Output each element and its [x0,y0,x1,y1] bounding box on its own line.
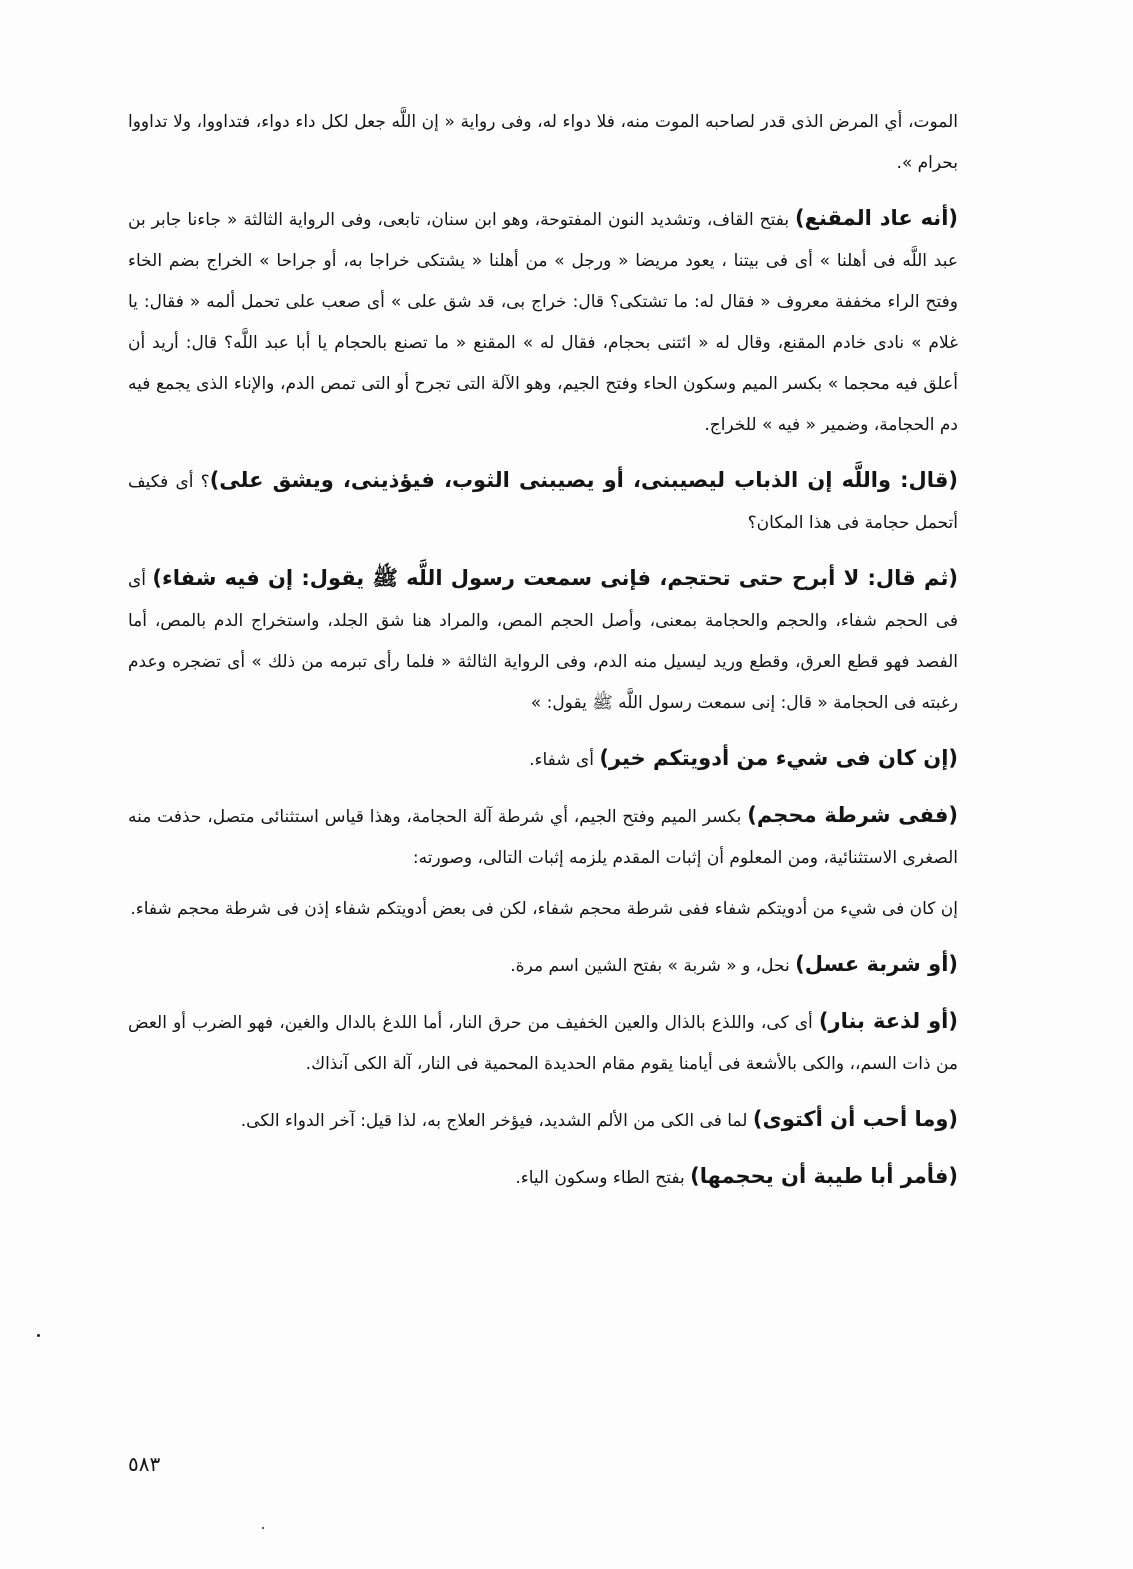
paragraph-10-lead: (وما أحب أن أكتوى) [752,1107,958,1131]
paragraph-1 [128,100,958,184]
scan-speck [37,1334,40,1337]
text-column [128,100,958,1213]
paragraph-7-body: إن كان فى شيء من أدويتكم شفاء ففى شرطة محجم شفاء، لكن فى بعض أدويتكم شفاء إذن فى شرطة محجم شفاء. [130,899,958,919]
page-number: ٥٨٣ [128,1452,161,1476]
paragraph-5-body: أى شفاء. [529,750,600,770]
paragraph-11-body: بفتح الطاء وسكون الياء. [515,1168,691,1188]
paragraph-10 [128,1099,958,1142]
paragraph-11-lead: (فأمر أبا طيبة أن يحجمها) [690,1164,958,1188]
paragraph-11 [128,1156,958,1199]
paragraph-5 [128,738,958,781]
paragraph-6-body: بكسر الميم وفتح الجيم، أي شرطة آلة الحجامة، وهذا قياس استثنائى متصل، حذفت منه الصغرى الاستثنائية، ومن المعلوم أن إثبات المقدم يلزمه إثبات التالى، وصورته: [128,807,958,868]
paragraph-3 [128,460,958,544]
paragraph-10-body: لما فى الكى من الألم الشديد، فيؤخر العلاج به، لذا قيل: آخر الدواء الكى. [240,1111,753,1131]
paragraph-3-lead: (قال: واللَّه إن الذباب ليصيبنى، أو يصيبنى الثوب، فيؤذينى، ويشق على) [209,468,958,492]
paragraph-8 [128,944,958,987]
paragraph-2 [128,198,958,446]
paragraph-9 [128,1001,958,1085]
paragraph-6 [128,795,958,879]
scan-speck [262,1527,264,1529]
paragraph-9-body: أى كى، واللذع بالذال والعين الخفيف من حرق النار، أما اللدغ بالدال والغين، فهو الضرب أو العض من ذات السم،، والكى بالأشعة فى أيامنا يقوم مقام الحديدة المحمية فى النار، آلة الكى آنذاك. [128,1013,958,1074]
paragraph-2-lead: (أنه عاد المقنع) [795,206,958,230]
paragraph-2-body: بفتح القاف، وتشديد النون المفتوحة، وهو ابن سنان، تابعى، وفى الرواية الثالثة « جاءنا جابر بن عبد اللَّه فى أهلنا » أى فى بيتنا ، يعود مريضا « ورجل » من أهلنا « يشتكى خراجا به، أو جراحا » الخراج بضم الخاء وفتح الراء مخففة معروف « فقال له: ما تشتكى؟ قال: خراج بى، قد شق على » أى صعب على تحمل ألمه « فقال: يا غلام » نادى خادم المقنع، وقال له « ائتنى بحجام، فقال له » المقنع « ما تصنع بالحجام يا أبا عبد اللَّه؟ قال: أريد أن أعلق فيه محجما » بكسر الميم وسكون الحاء وفتح الجيم، وهو الآلة التى تجرح أو التى تمص الدم، والإناء الذى يجمع فيه دم الحجامة، وضمير « فيه » للخراج. [128,210,958,435]
paragraph-4-lead: (ثم قال: لا أبرح حتى تحتجم، فإنى سمعت رسول اللَّه ﷺ يقول: إن فيه شفاء) [152,566,958,590]
paragraph-4 [128,558,958,724]
paragraph-7 [128,887,958,930]
paragraph-1-body: الموت، أي المرض الذى قدر لصاحبه الموت منه، فلا دواء له، وفى رواية « إن اللَّه جعل لكل داء دواء، فتداووا، ولا تداووا بحرام ». [128,112,958,173]
paragraph-5-lead: (إن كان فى شيء من أدويتكم خير) [599,746,958,770]
paragraph-4-body: أى فى الحجم شفاء، والحجم والحجامة بمعنى، وأصل الحجم المص، والمراد هنا شق الجلد، واستخراج الدم بالمص، أما الفصد فهو قطع العرق، وقطع وريد ليسيل منه الدم، وفى الرواية الثالثة « فلما رأى تبرمه من ذلك » أى تضجره وعدم رغبته فى الحجامة « قال: إنى سمعت رسول اللَّه ﷺ يقول: » [128,570,958,713]
paragraph-8-lead: (أو شربة عسل) [795,952,958,976]
paragraph-8-body: نحل، و « شربة » بفتح الشين اسم مرة. [510,956,796,976]
paragraph-6-lead: (ففى شرطة محجم) [747,803,958,827]
paragraph-9-lead: (أو لذعة بنار) [818,1009,958,1033]
paragraph-3-body: ؟ أى فكيف أتحمل حجامة فى هذا المكان؟ [128,472,958,533]
